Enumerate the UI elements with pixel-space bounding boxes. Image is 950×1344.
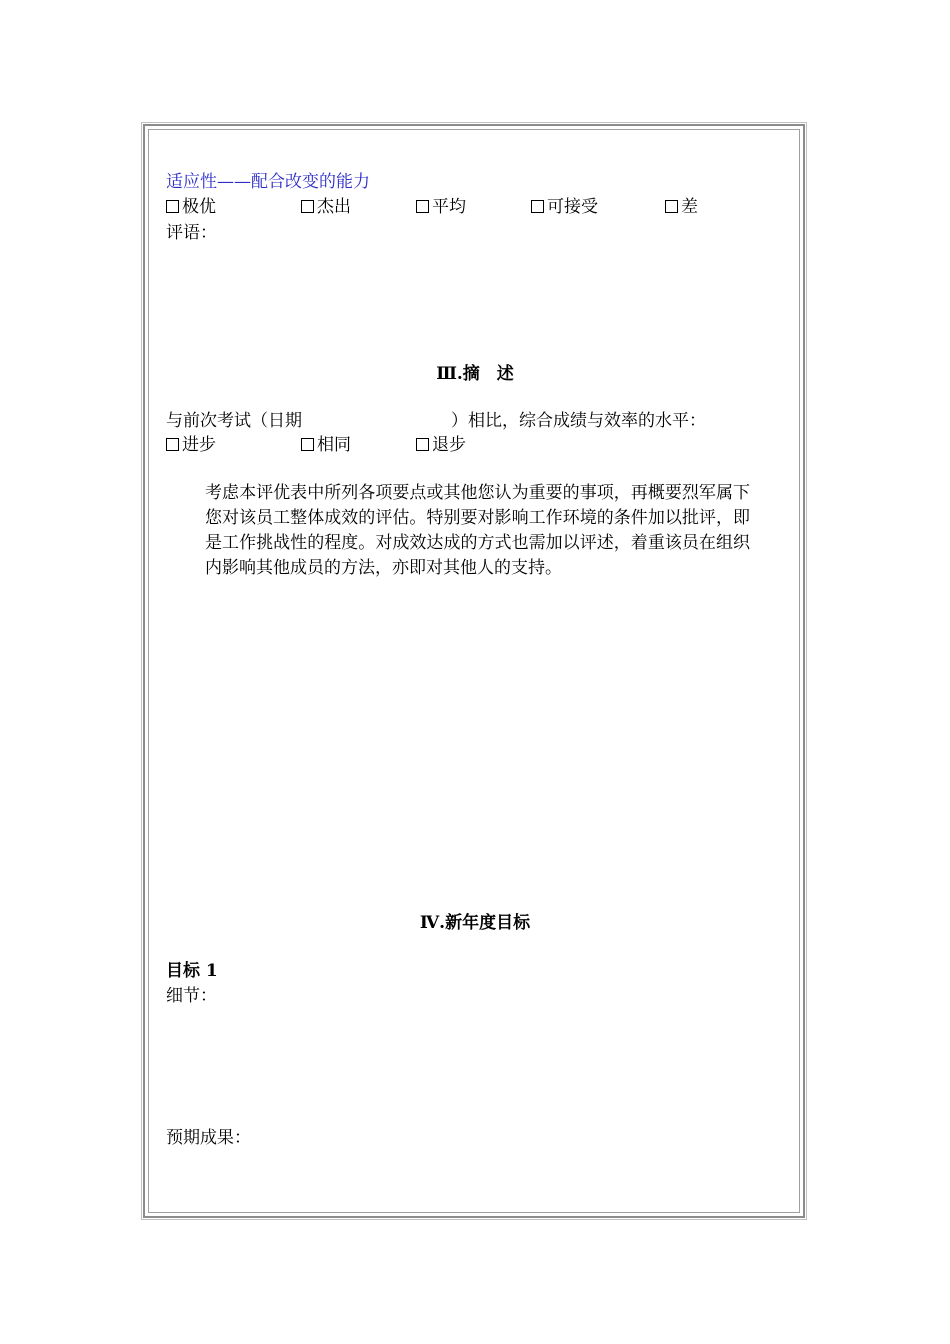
checkbox-icon[interactable] bbox=[531, 200, 544, 213]
goal1-details-label: 细节： bbox=[166, 986, 217, 1006]
form-frame bbox=[143, 124, 805, 1218]
goal1-label: 目标 1 bbox=[166, 961, 218, 981]
checkbox-icon[interactable] bbox=[416, 438, 429, 451]
summary-title: Ⅲ.摘 述 bbox=[436, 364, 514, 384]
option-regressed[interactable] bbox=[416, 433, 466, 457]
adaptability-comment-label: 评语： bbox=[166, 223, 217, 243]
option-label: 进步 bbox=[182, 435, 216, 455]
checkbox-icon[interactable] bbox=[301, 200, 314, 213]
form-inner-border bbox=[148, 129, 800, 1213]
option-acceptable[interactable] bbox=[531, 195, 598, 219]
goal1-expected-label: 预期成果： bbox=[166, 1128, 251, 1148]
compare-prefix: 与前次考试（日期 bbox=[166, 411, 302, 431]
option-label: 杰出 bbox=[317, 197, 351, 217]
option-same[interactable] bbox=[301, 433, 351, 457]
goals-title: Ⅳ.新年度目标 bbox=[419, 913, 531, 933]
checkbox-icon[interactable] bbox=[301, 438, 314, 451]
option-label: 相同 bbox=[317, 435, 351, 455]
option-poor[interactable] bbox=[665, 195, 698, 219]
option-excellent[interactable] bbox=[166, 195, 216, 219]
checkbox-icon[interactable] bbox=[166, 200, 179, 213]
summary-instructions: 考虑本评优表中所列各项要点或其他您认为重要的事项，再概要烈军属下您对该员工整体成效的评估。特别要对影响工作环境的条件加以批评，即是工作挑战性的程度。对成效达成的方式也需加以评述，着重该员在组织内影响其他成员的方法，亦即对其他人的支持。 bbox=[205, 483, 750, 578]
checkbox-icon[interactable] bbox=[665, 200, 678, 213]
option-label: 可接受 bbox=[547, 197, 598, 217]
adaptability-title: 适应性——配合改变的能力 bbox=[166, 172, 370, 192]
option-label: 平均 bbox=[432, 197, 466, 217]
option-label: 极优 bbox=[182, 197, 216, 217]
checkbox-icon[interactable] bbox=[166, 438, 179, 451]
option-improved[interactable] bbox=[166, 433, 216, 457]
option-average[interactable] bbox=[416, 195, 466, 219]
checkbox-icon[interactable] bbox=[416, 200, 429, 213]
option-outstanding[interactable] bbox=[301, 195, 351, 219]
compare-suffix: ）相比，综合成绩与效率的水平： bbox=[451, 411, 706, 431]
option-label: 差 bbox=[681, 197, 698, 217]
option-label: 退步 bbox=[432, 435, 466, 455]
